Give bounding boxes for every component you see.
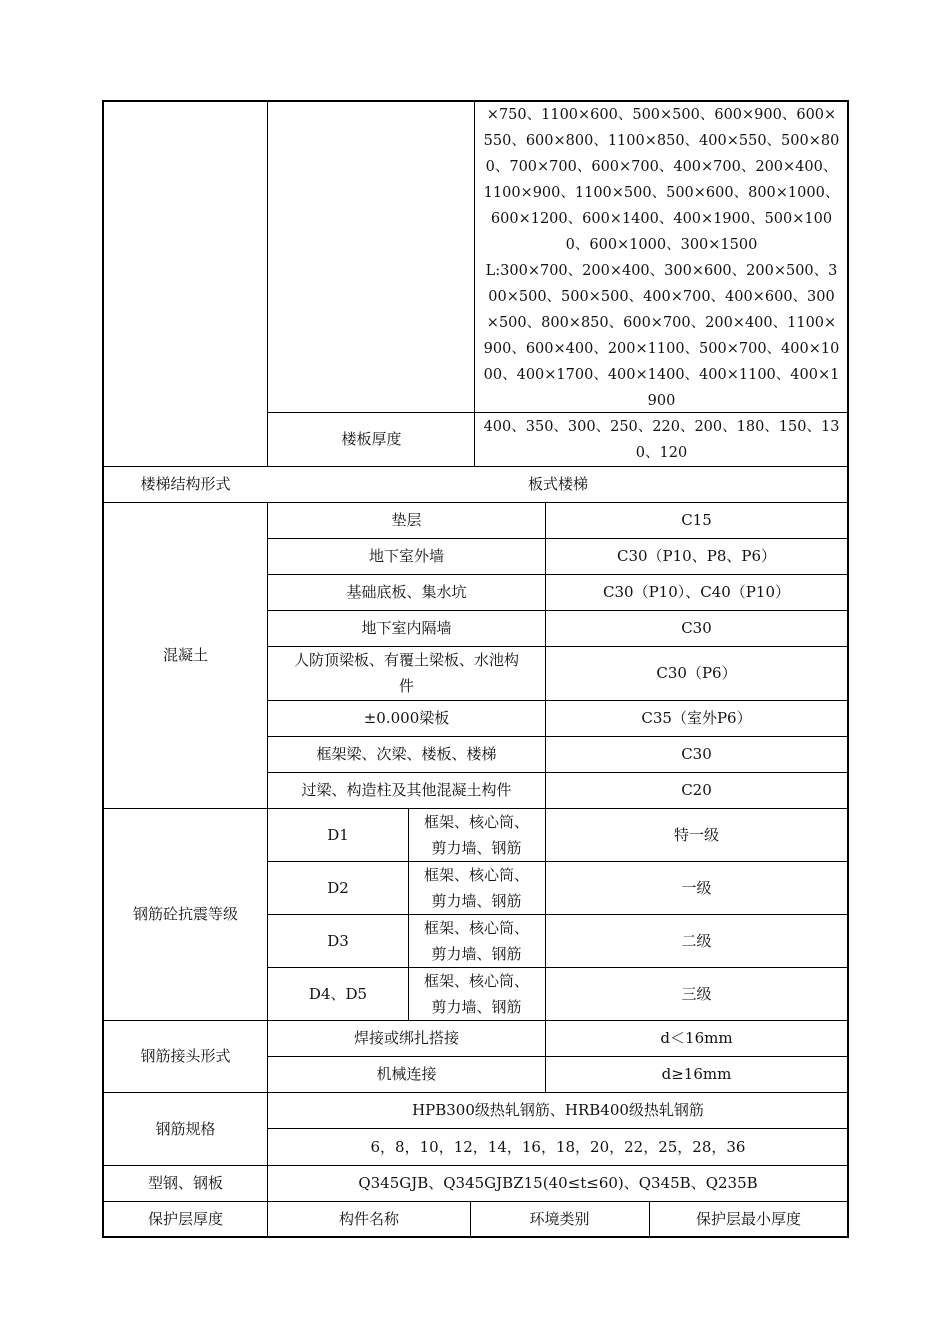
concrete-grade: C15	[681, 511, 712, 529]
splice-method: 焊接或绑扎搭接	[353, 1029, 459, 1047]
grid-line	[102, 808, 848, 809]
cover-header: 构件名称	[338, 1210, 399, 1228]
grid-line	[268, 1056, 848, 1057]
grid-line	[268, 967, 848, 968]
grid-line	[267, 502, 268, 1236]
cover-label: 保护层厚度	[147, 1210, 223, 1228]
seismic-zone: D2	[327, 878, 349, 897]
concrete-part: 框架梁、次梁、楼板、楼梯	[316, 745, 497, 763]
seismic-zone: D4、D5	[308, 984, 368, 1003]
concrete-label: 混凝土	[162, 646, 208, 664]
grid-line	[474, 100, 475, 466]
concrete-grade: C30（P10）、C40（P10）	[603, 583, 790, 601]
cover-header: 保护层最小厚度	[695, 1210, 801, 1228]
seismic-members: 框架、核心筒、剪力墙、钢筋	[423, 812, 529, 857]
grid-line	[545, 502, 546, 1092]
grid-line	[649, 1201, 650, 1237]
concrete-part: 基础底板、集水坑	[346, 583, 467, 601]
rebar-diameters: 6，8，10，12，14，16，18，20，22，25，28，36	[370, 1137, 746, 1156]
rebar-types: HPB300级热轧钢筋、HRB400级热轧钢筋	[412, 1101, 704, 1119]
grid-line	[268, 538, 848, 539]
lintel-sizes-text: L:300×700、200×400、300×600、200×500、300×500、500×500、400×700、400×600、300×500、800×850、600×700、200×400、1100×900、600×400、200×1100、500×700、400×1000、400×1700、400×1400、400×1100、400×1900	[483, 263, 840, 409]
seismic-members: 框架、核心筒、剪力墙、钢筋	[423, 971, 529, 1016]
beam-sizes-cell	[475, 101, 848, 412]
concrete-grade: C30（P6）	[656, 664, 737, 682]
splice-label: 钢筋接头形式	[140, 1047, 231, 1065]
grid-line	[102, 502, 848, 503]
concrete-part: ±0.000梁板	[363, 709, 450, 727]
grid-line	[268, 610, 848, 611]
concrete-grade: C35（室外P6）	[641, 709, 752, 727]
seismic-grade: 一级	[681, 878, 712, 897]
seismic-members: 框架、核心筒、剪力墙、钢筋	[423, 918, 529, 963]
grid-line	[408, 808, 409, 1020]
concrete-grade: C30	[681, 619, 712, 637]
seismic-label: 钢筋砼抗震等级	[132, 905, 238, 923]
cover-header: 环境类别	[529, 1210, 590, 1228]
seismic-grade: 二级	[681, 931, 712, 950]
seismic-grade: 特一级	[673, 825, 719, 844]
stair-label: 楼梯结构形式	[140, 475, 231, 493]
splice-range: d＜16mm	[660, 1029, 733, 1047]
stair-value: 板式楼梯	[527, 475, 588, 493]
concrete-grade: C20	[681, 781, 712, 799]
slab-thickness-label: 楼板厚度	[341, 430, 402, 448]
grid-line	[470, 1201, 471, 1237]
grid-line	[102, 1201, 848, 1202]
grid-line	[268, 861, 848, 862]
concrete-part: 地下室外墙	[368, 547, 444, 565]
splice-range: d≥16mm	[661, 1065, 732, 1083]
grid-line	[102, 1020, 848, 1021]
steel-label: 型钢、钢板	[147, 1174, 223, 1192]
table-border-right	[847, 100, 849, 1238]
grid-line	[268, 646, 848, 647]
grid-line	[102, 1092, 848, 1093]
table-border-top	[102, 100, 849, 102]
seismic-zone: D3	[327, 931, 349, 950]
seismic-grade: 三级	[681, 984, 712, 1003]
grid-line	[268, 700, 848, 701]
concrete-grade: C30（P10、P8、P6）	[616, 547, 777, 565]
concrete-part: 地下室内隔墙	[361, 619, 452, 637]
grid-line	[268, 1128, 848, 1129]
steel-value: Q345GJB、Q345GJBZ15(40≤t≤60)、Q345B、Q235B	[358, 1174, 758, 1192]
concrete-part: 人防顶梁板、有覆土梁板、水池构件	[293, 651, 519, 695]
grid-line	[268, 574, 848, 575]
splice-method: 机械连接	[376, 1065, 437, 1083]
seismic-members: 框架、核心筒、剪力墙、钢筋	[423, 865, 529, 910]
grid-line	[268, 412, 848, 413]
grid-line	[268, 772, 848, 773]
grid-line	[102, 466, 848, 467]
seismic-zone: D1	[327, 825, 349, 844]
concrete-grade: C30	[681, 745, 712, 763]
table-border-bottom	[102, 1236, 849, 1238]
rebar-label: 钢筋规格	[155, 1119, 216, 1138]
grid-line	[267, 100, 268, 466]
concrete-part: 垫层	[391, 511, 422, 529]
grid-line	[102, 1165, 848, 1166]
grid-line	[268, 736, 848, 737]
slab-thickness-value: 400、350、300、250、220、200、180、150、130、120	[483, 419, 840, 461]
table-border-left	[102, 100, 104, 1238]
grid-line	[268, 914, 848, 915]
beam-sizes-text: ×750、1100×600、500×500、600×900、600×550、600×800、1100×850、400×550、500×800、700×700、600×700、400×700、200×400、1100×900、1100×500、500×600、800×1000、600×1200、600×1400、400×1900、500×1000、600×1000、300×1500	[483, 107, 840, 253]
concrete-part: 过梁、构造柱及其他混凝土构件	[301, 781, 512, 799]
